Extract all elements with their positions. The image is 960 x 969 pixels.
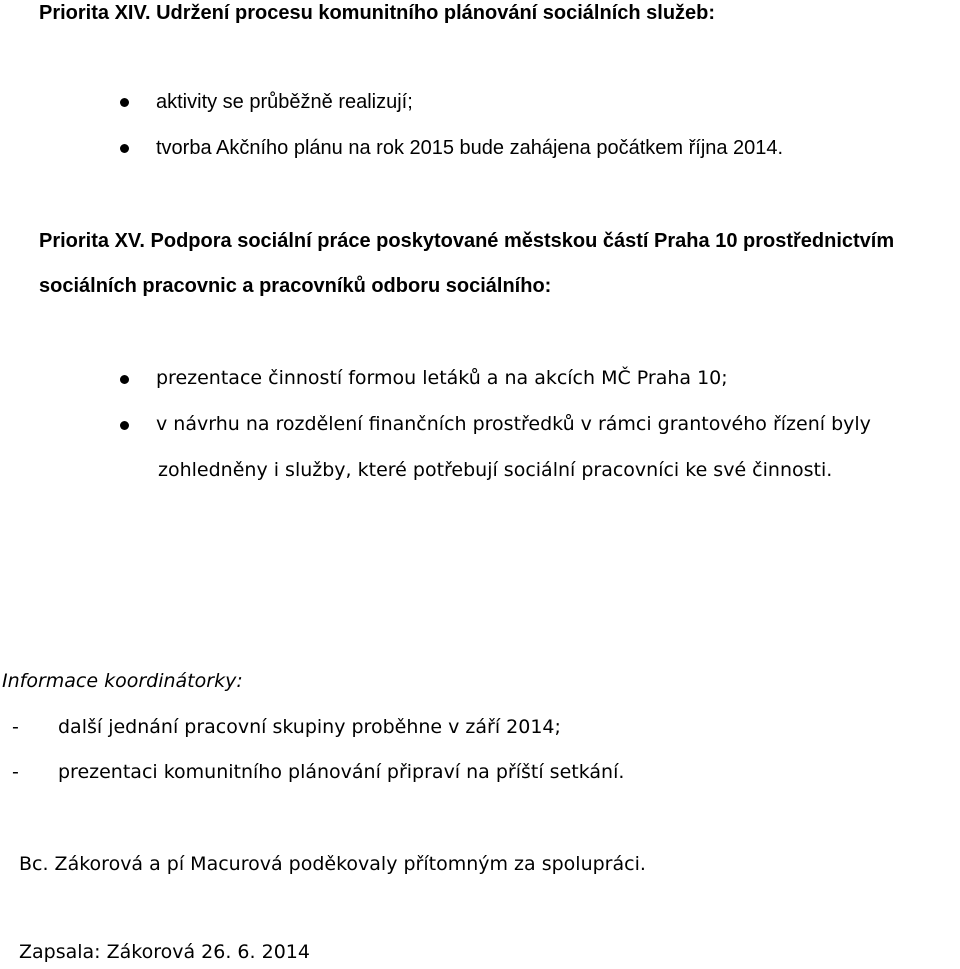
priority15-heading-line1: Priorita XV. Podpora sociální práce poskytované městskou částí Praha 10 prostřednictvím — [39, 230, 895, 252]
priority14-item-2: tvorba Akčního plánu na rok 2015 bude zahájena počátkem října 2014. — [156, 137, 784, 159]
thanks-text: Bc. Zákorová a pí Macurová poděkovaly přítomným za spolupráci. — [19, 853, 646, 875]
bullet-icon — [120, 98, 129, 107]
dash-marker: - — [12, 761, 19, 783]
dash-marker: - — [12, 716, 19, 738]
coordinator-heading: Informace koordinátorky: — [2, 670, 243, 692]
coordinator-item-1: další jednání pracovní skupiny proběhne v září 2014; — [58, 716, 561, 738]
bullet-icon — [120, 421, 129, 430]
priority15-item-2-continuation: zohledněny i služby, které potřebují sociální pracovníci ke své činnosti. — [158, 459, 833, 481]
priority14-heading: Priorita XIV. Udržení procesu komunitního plánování sociálních služeb: — [39, 2, 716, 24]
priority14-item-1: aktivity se průběžně realizují; — [156, 91, 413, 113]
bullet-icon — [120, 375, 129, 384]
coordinator-item-2: prezentaci komunitního plánování připraví na příští setkání. — [58, 761, 625, 783]
bullet-icon — [120, 144, 129, 153]
priority15-item-2: v návrhu na rozdělení finančních prostředků v rámci grantového řízení byly — [156, 413, 871, 435]
priority15-item-1: prezentace činností formou letáků a na akcích MČ Praha 10; — [156, 367, 728, 389]
recorded-by: Zapsala: Zákorová 26. 6. 2014 — [19, 941, 310, 963]
priority15-heading-line2: sociálních pracovnic a pracovníků odboru sociálního: — [39, 275, 552, 297]
